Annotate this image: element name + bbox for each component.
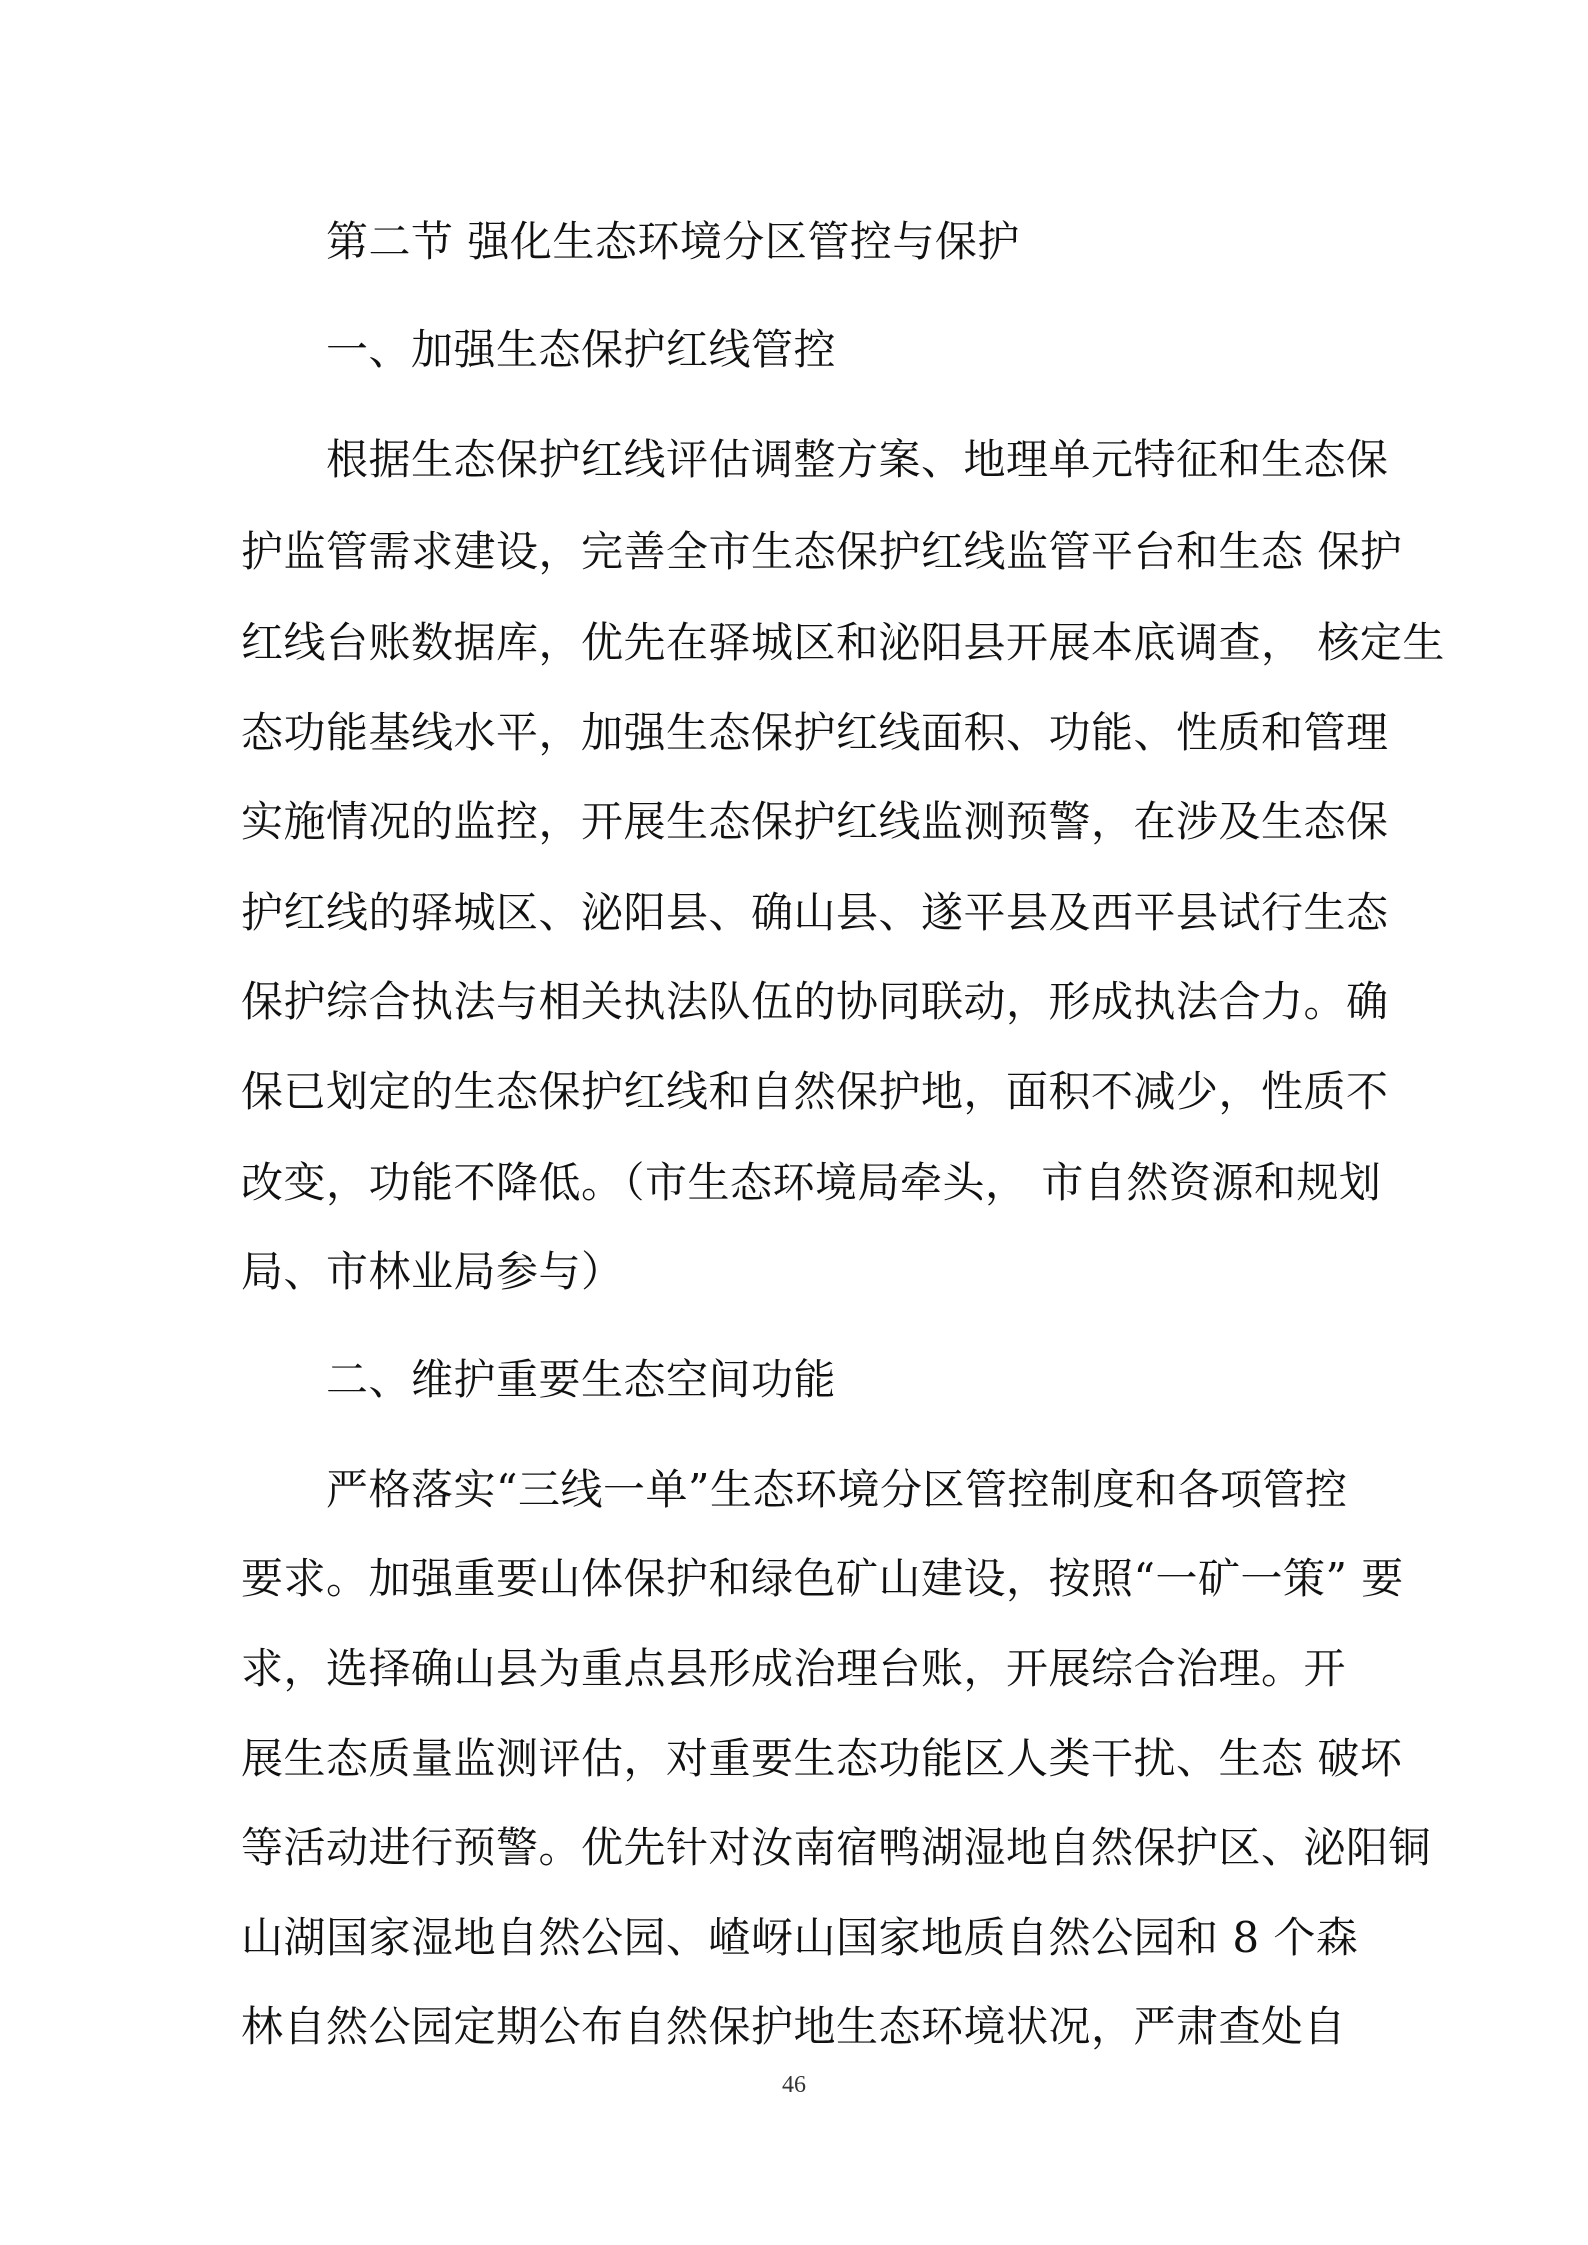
paragraph-line: 实施情况的监控，开展生态保护红线监测预警，在涉及生态保	[241, 797, 1389, 846]
paragraph-line: 等活动进行预警。优先针对汝南宿鸭湖湿地自然保护区、泌阳铜	[241, 1823, 1432, 1872]
paragraph-line: 林自然公园定期公布自然保护地生态环境状况，严肃查处自	[241, 2002, 1347, 2051]
section-heading: 第二节 强化生态环境分区管控与保护	[326, 217, 1020, 266]
paragraph-line: 要求。加强重要山体保护和绿色矿山建设，按照“一矿一策” 要	[241, 1554, 1404, 1603]
paragraph-line: 根据生态保护红线评估调整方案、地理单元特征和生态保	[326, 435, 1389, 484]
paragraph-line: 局、市林业局参与）	[241, 1247, 624, 1296]
paragraph-line: 改变，功能不降低。（市生态环境局牵头， 市自然资源和规划	[241, 1158, 1382, 1207]
page-number: 46	[782, 2072, 806, 2098]
paragraph-line: 保已划定的生态保护红线和自然保护地，面积不减少，性质不	[241, 1067, 1389, 1116]
paragraph-line: 红线台账数据库，优先在驿城区和泌阳县开展本底调查， 核定生	[241, 618, 1445, 667]
paragraph-line: 严格落实“三线一单”生态环境分区管控制度和各项管控	[326, 1465, 1348, 1514]
paragraph-line: 求，选择确山县为重点县形成治理台账，开展综合治理。开	[241, 1644, 1347, 1693]
paragraph-line: 展生态质量监测评估，对重要生态功能区人类干扰、生态 破坏	[241, 1734, 1403, 1783]
subsection-heading-2: 二、维护重要生态空间功能	[326, 1355, 837, 1404]
paragraph-line: 山湖国家湿地自然公园、嵖岈山国家地质自然公园和 8 个森	[241, 1913, 1359, 1962]
subsection-heading-1: 一、加强生态保护红线管控	[326, 325, 837, 374]
paragraph-line: 保护综合执法与相关执法队伍的协同联动，形成执法合力。确	[241, 977, 1389, 1026]
paragraph-line: 态功能基线水平，加强生态保护红线面积、功能、性质和管理	[241, 708, 1389, 757]
paragraph-line: 护红线的驿城区、泌阳县、确山县、遂平县及西平县试行生态	[241, 888, 1389, 937]
paragraph-line: 护监管需求建设，完善全市生态保护红线监管平台和生态 保护	[241, 527, 1403, 576]
